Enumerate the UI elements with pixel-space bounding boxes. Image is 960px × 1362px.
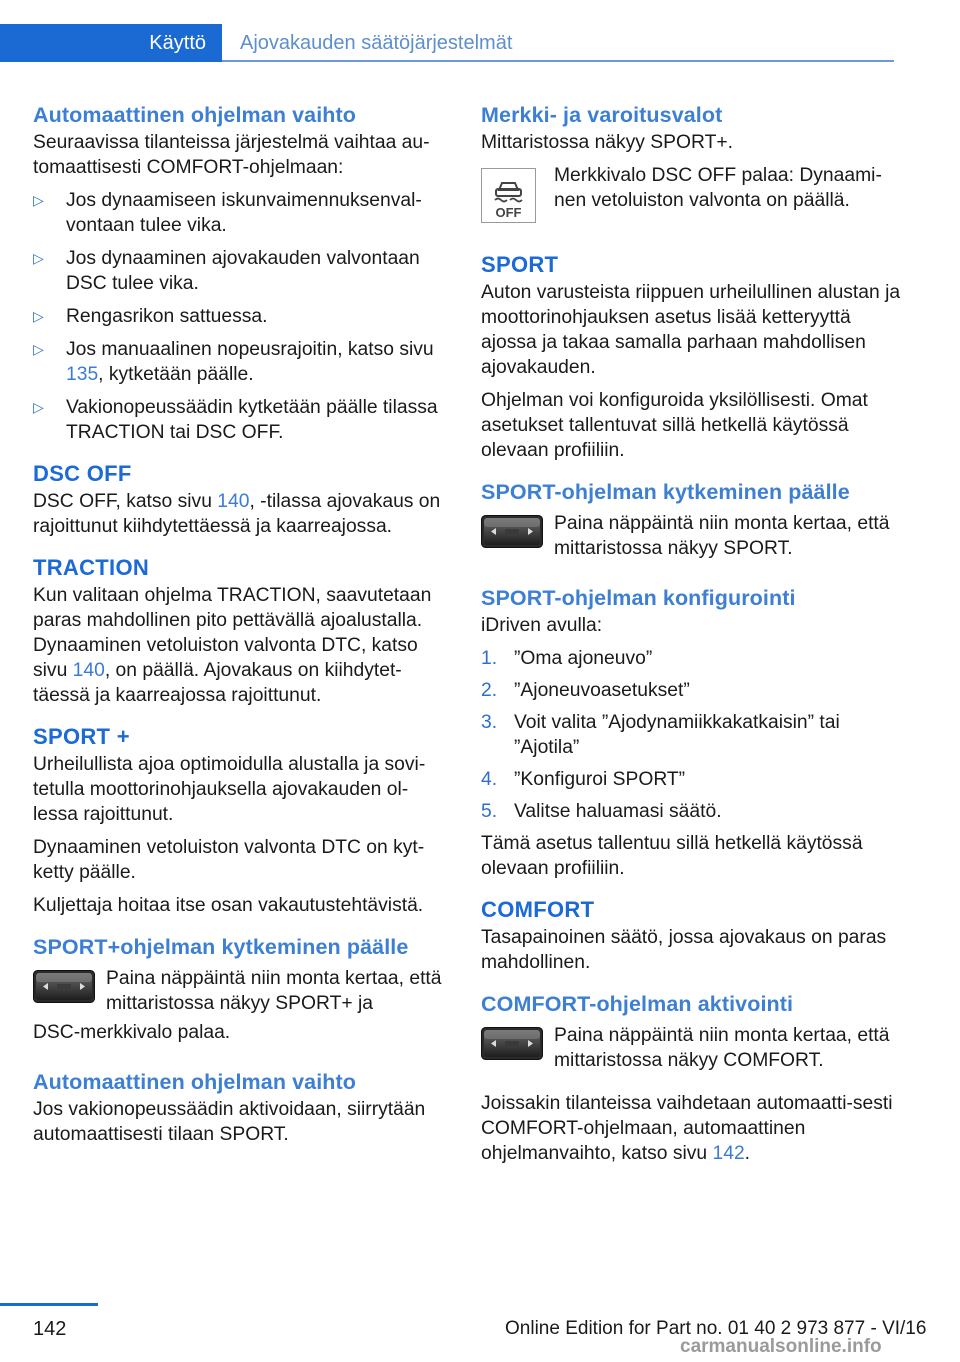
text-run: . — [744, 1143, 751, 1164]
heading-sport-config: SPORT-ohjelman konfigurointi — [481, 586, 796, 610]
list-item — [481, 678, 901, 703]
list-item-text: Voit valita ”Ajodynamiikkakatkaisin” tai ”Ajotila” — [514, 712, 840, 758]
sport-button-text: Paina näppäintä niin monta kertaa, että mittaristossa näkyy SPORT. — [554, 513, 890, 559]
heading-comfort: COMFORT — [481, 897, 595, 922]
rocker-button-icon — [481, 1023, 554, 1067]
watermark: carmanualsonline.info — [680, 1336, 882, 1357]
heading-auto-change-1: Automaattinen ohjelman vaihto — [33, 103, 357, 127]
heading-sport: SPORT — [481, 252, 559, 277]
triangle-right-icon: ▷ — [33, 192, 44, 208]
heading-sport-plus-on: SPORT+ohjelman kytkeminen päälle — [33, 935, 409, 959]
list-item-text: ”Konfiguroi SPORT” — [514, 769, 686, 790]
page-link-135[interactable]: 135 — [66, 364, 99, 385]
list-item — [481, 646, 901, 671]
list-item-text: Jos manuaalinen nopeusrajoitin, katso sivu — [66, 339, 434, 360]
heading-indicators: Merkki- ja varoitusvalot — [481, 103, 723, 127]
traction-text — [33, 583, 451, 708]
list-item-text: ”Oma ajoneuvo” — [514, 648, 653, 669]
step-number: 3. — [481, 712, 498, 733]
page-number: 142 — [33, 1318, 67, 1340]
heading-dsc-off: DSC OFF — [33, 461, 132, 486]
sport-button-row — [481, 511, 901, 561]
section-sport — [481, 250, 901, 463]
comfort-button-row — [481, 1023, 901, 1073]
section-sport-plus-on — [33, 932, 451, 1045]
auto-change-list — [33, 188, 451, 445]
section-sport-config — [481, 583, 901, 881]
text-run: , on päällä. Ajovakaus on kiihdytet-täessä ja kaarreajossa rajoittunut. — [33, 660, 402, 706]
comfort-button-text: Paina näppäintä niin monta kertaa, että mittaristossa näkyy COMFORT. — [554, 1025, 890, 1071]
text-run: Joissakin tilanteissa vaihdetaan automaatti-sesti COMFORT-ohjelmaan, automaattinen ohjelmanvaihto, katso sivu — [481, 1093, 893, 1164]
list-item — [481, 799, 901, 824]
sport-config-intro: iDriven avulla: — [481, 615, 603, 636]
header-rule — [222, 60, 894, 62]
section-indicators — [481, 100, 901, 230]
right-column — [481, 100, 901, 1174]
heading-sport-on: SPORT-ohjelman kytkeminen päälle — [481, 480, 850, 504]
heading-traction: TRACTION — [33, 555, 150, 580]
section-tab — [240, 24, 512, 62]
list-item — [481, 710, 901, 760]
sport-plus-button-row — [33, 966, 451, 1016]
sport-plus-p2: Dynaaminen vetoluiston valvonta DTC on kyt-ketty päälle. — [33, 837, 425, 883]
list-item — [481, 767, 901, 792]
list-item-text: , kytketään päälle. — [98, 364, 254, 385]
footer-rule — [0, 1303, 98, 1306]
rocker-button-graphic — [481, 515, 543, 548]
chapter-tab-label: Käyttö — [149, 31, 206, 54]
section-traction — [33, 553, 451, 708]
step-number: 2. — [481, 680, 498, 701]
page-link-140[interactable]: 140 — [72, 660, 105, 681]
dsc-off-icon-label: OFF — [495, 205, 522, 220]
sport-config-steps — [481, 646, 901, 824]
dsc-off-graphic — [481, 168, 536, 223]
text-run: Kun valitaan ohjelma TRACTION, saavutetaan paras mahdollinen pito pettävällä ajoalustalla. Dynaaminen vetoluiston valvonta DTC, katso sivu — [33, 585, 432, 681]
list-item — [33, 188, 451, 238]
triangle-right-icon: ▷ — [33, 308, 44, 324]
sport-plus-button-text: Paina näppäintä niin monta kertaa, että mittaristossa näkyy SPORT+ ja — [106, 968, 442, 1014]
auto-change-intro: Seuraavissa tilanteissa järjestelmä vaihtaa au-tomaattisesti COMFORT-ohjelmaan: — [33, 132, 430, 178]
sport-p2: Ohjelman voi konfiguroida yksilöllisesti. Omat asetukset tallentuvat sillä hetkellä käytössä olevaan profiiliin. — [481, 390, 868, 461]
indicators-p1: Mittaristossa näkyy SPORT+. — [481, 132, 733, 153]
triangle-right-icon: ▷ — [33, 399, 44, 415]
triangle-right-icon: ▷ — [33, 250, 44, 266]
step-number: 5. — [481, 801, 498, 822]
section-sport-on — [481, 477, 901, 561]
page-link-140[interactable]: 140 — [217, 491, 250, 512]
rocker-button-icon — [33, 966, 106, 1010]
step-number: 1. — [481, 648, 498, 669]
section-comfort — [481, 895, 901, 975]
list-item-text: ”Ajoneuvoasetukset” — [514, 680, 690, 701]
section-dsc-off — [33, 459, 451, 539]
comfort-text: Tasapainoinen säätö, jossa ajovakaus on paras mahdollinen. — [481, 927, 887, 973]
section-auto-change-2 — [33, 1067, 451, 1147]
list-item-text: Rengasrikon sattuessa. — [66, 306, 268, 327]
list-item — [33, 246, 451, 296]
comfort-auto-text — [481, 1091, 901, 1166]
section-comfort-on — [481, 989, 901, 1166]
list-item-text: Jos dynaamiseen iskunvaimennuksenval-vontaan tulee vika. — [66, 190, 422, 236]
dsc-off-icon — [481, 163, 554, 230]
dsc-off-indicator-text: Merkkivalo DSC OFF palaa: Dynaami-nen vetoluiston valvonta on päällä. — [554, 165, 882, 211]
rocker-button-graphic — [481, 1027, 543, 1060]
triangle-right-icon: ▷ — [33, 341, 44, 357]
list-item-text: Jos dynaaminen ajovakauden valvontaan DSC tulee vika. — [66, 248, 420, 294]
list-item-text: Valitse haluamasi säätö. — [514, 801, 722, 822]
auto-change-2-text: Jos vakionopeussäädin aktivoidaan, siirrytään automaattisesti tilaan SPORT. — [33, 1099, 426, 1145]
step-number: 4. — [481, 769, 498, 790]
chapter-tab — [0, 24, 222, 62]
heading-comfort-on: COMFORT-ohjelman aktivointi — [481, 992, 794, 1016]
rocker-button-graphic — [33, 970, 95, 1003]
sport-p1: Auton varusteista riippuen urheilullinen alustan ja moottorinohjauksen asetus lisää ketteryyttä ajossa ja takaa samalla parhaan mahdollisen ajovakauden. — [481, 282, 901, 378]
list-item — [33, 395, 451, 445]
text-run: , -tilassa ajovakaus on rajoittunut kiihdytettäessä ja kaarreajossa. — [33, 491, 441, 537]
dsc-off-indicator-row — [481, 163, 901, 230]
page-link-142[interactable]: 142 — [712, 1143, 745, 1164]
dsc-off-text — [33, 489, 451, 539]
page-header — [0, 0, 960, 62]
section-auto-change-1 — [33, 100, 451, 445]
sport-config-outro: Tämä asetus tallentuu sillä hetkellä käytössä olevaan profiiliin. — [481, 833, 863, 879]
section-sport-plus — [33, 722, 451, 918]
list-item — [33, 337, 451, 387]
sport-plus-p1: Urheilullista ajoa optimoidulla alustalla ja sovi-tetulla moottorinohjauksella ajovakauden ol-lessa rajoittunut. — [33, 754, 426, 825]
heading-auto-change-2: Automaattinen ohjelman vaihto — [33, 1070, 357, 1094]
sport-plus-p3: Kuljettaja hoitaa itse osan vakautustehtävistä. — [33, 895, 424, 916]
list-item — [33, 304, 451, 329]
list-item-text: Vakionopeussäädin kytketään päälle tilassa TRACTION tai DSC OFF. — [66, 397, 438, 443]
section-tab-label: Ajovakauden säätöjärjestelmät — [240, 31, 513, 54]
heading-sport-plus: SPORT + — [33, 724, 130, 749]
rocker-button-icon — [481, 511, 554, 555]
edition-text: Online Edition for Part no. 01 40 2 973 877 - VI/16 — [505, 1318, 927, 1339]
sport-plus-button-text-cont: DSC-merkkivalo palaa. — [33, 1022, 231, 1043]
left-column — [33, 100, 451, 1155]
text-run: DSC OFF, katso sivu — [33, 491, 218, 512]
